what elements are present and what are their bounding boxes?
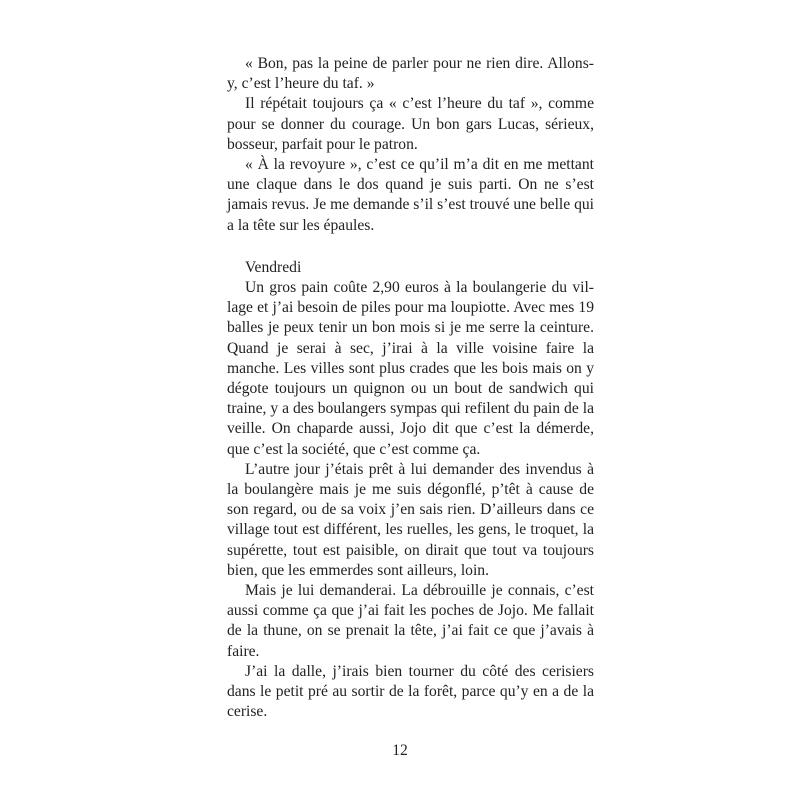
section-heading: Vendredi — [245, 258, 302, 276]
paragraph: L’autre jour j’étais prêt à lui demander des invendus à la boulangère mais je me suis dégonflé, p’têt à cause de son regard, ou de sa voix j’en sais rien. D’ailleurs dans ce village tout est différent, les ruelles, les gens, le troquet, la supérette, tout est paisible, on dirait que tout va toujours bien, que les emmerdes sont ailleurs, loin. — [227, 460, 594, 579]
body-text — [227, 54, 594, 723]
paragraph: J’ai la dalle, j’irais bien tourner du côté des cerisiers dans le petit pré au sortir de la forêt, parce qu’y en a de la cerise. — [227, 662, 594, 721]
page-number: 12 — [392, 742, 408, 759]
paragraph: Un gros pain coûte 2,90 euros à la boulangerie du village et j’ai besoin de piles pour ma loupiotte. Avec mes 19 balles je peux tenir un bon mois si je me serre la ceinture. Quand je serai à sec, j’irai à la ville voisine faire la manche. Les villes sont plus crades que les bois mais on y dégote toujours un quignon ou un bout de sandwich qui traine, y a des boulangers sympas qui refilent du pain de la veille. On chaparde aussi, Jojo dit que c’est la démerde, que c’est la société, que c’est comme ça. — [227, 279, 594, 458]
paragraph: « Bon, pas la peine de parler pour ne rien dire. Allons-y, c’est l’heure du taf. » — [227, 55, 594, 93]
paragraph: Mais je lui demanderai. La débrouille je connais, c’est aussi comme ça que j’ai fait les poches de Jojo. Me fallait de la thune, on se prenait la tête, j’ai fait ce que j’avais à faire. — [227, 582, 594, 660]
paragraph: « À la revoyure », c’est ce qu’il m’a dit en me mettant une claque dans le dos quand je suis parti. On ne s’est jamais revus. Je me demande s’il s’est trouvé une belle qui a la tête sur les épaules. — [227, 156, 594, 234]
paragraph: Il répétait toujours ça « c’est l’heure du taf », comme pour se donner du courage. Un bon gars Lucas, sérieux, bosseur, parfait pour le patron. — [227, 95, 594, 153]
